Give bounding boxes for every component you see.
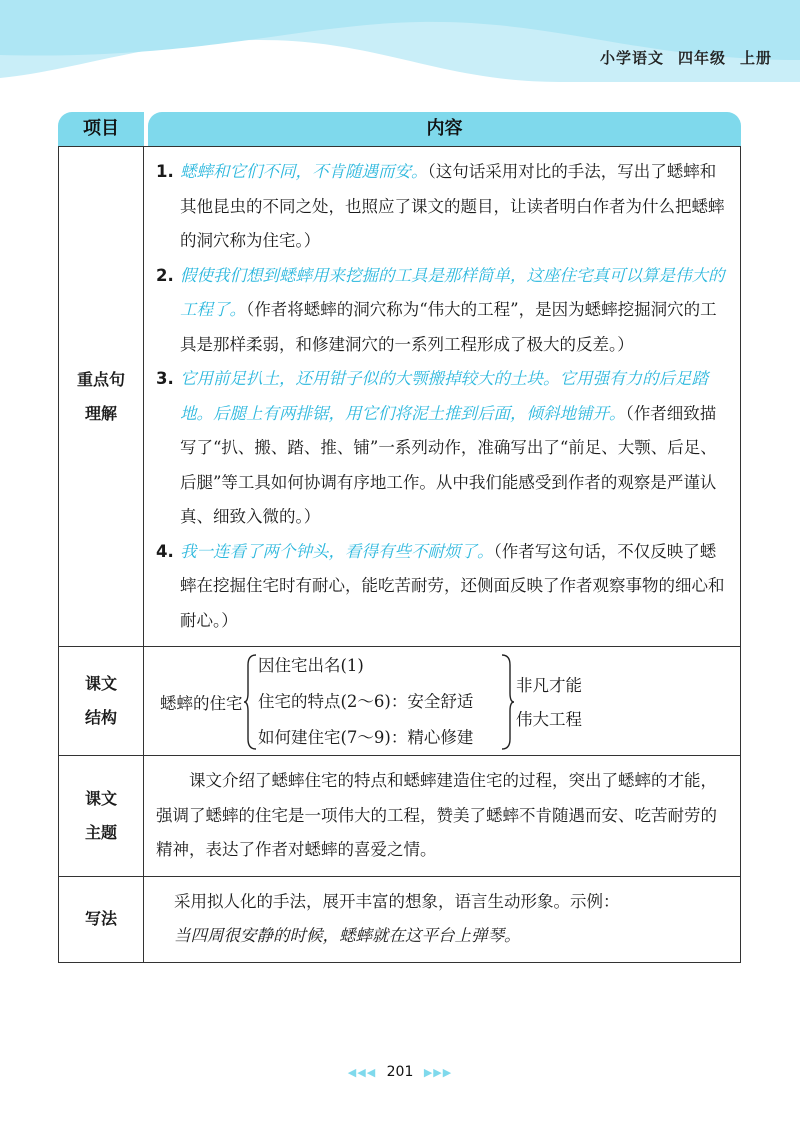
page-footer xyxy=(0,1064,800,1080)
row-structure xyxy=(58,647,741,756)
note-text: （这句话采用对比的手法，写出了蟋蟀和其他昆虫的不同之处，也照应了课文的题目，让读者明白作者为什么把蟋蟀的洞穴称为住宅。） xyxy=(180,162,725,250)
theme-text: 课文介绍了蟋蟀住宅的特点和蟋蟀建造住宅的过程，突出了蟋蟀的才能，强调了蟋蟀的住宅是一项伟大的工程，赞美了蟋蟀不肯随遇而安、吃苦耐劳的精神，表达了作者对蟋蟀的喜爱之情。 xyxy=(156,771,717,859)
method-example: 当四周很安静的时候，蟋蟀就在这平台上弹琴。 xyxy=(174,926,521,945)
list-item xyxy=(156,155,730,259)
label-line: 主题 xyxy=(84,822,117,842)
column-header-content: 内容 xyxy=(148,112,741,146)
item-number: 3. xyxy=(156,369,174,388)
left-arrows-icon: ◀◀◀ xyxy=(347,1066,377,1079)
note-text: （作者写这句话，不仅反映了蟋蟀在挖掘住宅时有耐心，能吃苦耐劳，还侧面反映了作者观察事物的细心和耐心。） xyxy=(180,541,725,630)
label-line: 课文 xyxy=(84,674,117,693)
row-method xyxy=(58,877,741,963)
label-line: 理解 xyxy=(84,403,117,423)
item-number: 1. xyxy=(156,162,174,181)
key-sentences-content xyxy=(144,147,740,646)
label-line: 结构 xyxy=(84,708,117,727)
study-table xyxy=(58,112,741,963)
column-header-item: 项目 xyxy=(58,112,144,146)
note-text: （作者细致描写了“扒、搬、踏、推、铺”一系列动作，准确写出了“前足、大颚、后足、后腿”等工具如何协调有序地工作。从中我们能感受到作者的观察是严谨认真、细致入微的。） xyxy=(180,403,717,526)
list-item xyxy=(156,259,730,363)
structure-part: 因住宅出名(1) xyxy=(258,656,364,675)
quote-text: 它用前足扒土，还用钳子似的大颚搬掉较大的土块。它用强有力的后足踏地。后腿上有两排锯，用它们将泥土推到后面，倾斜地铺开。 xyxy=(180,369,708,423)
table-header xyxy=(58,112,741,146)
structure-result: 非凡才能 xyxy=(516,676,582,695)
list-item xyxy=(156,535,730,639)
page-number: 201 xyxy=(386,1064,414,1080)
item-number: 4. xyxy=(156,541,174,561)
list-item xyxy=(156,362,730,535)
book-info xyxy=(586,47,772,68)
left-brace-icon xyxy=(244,653,258,751)
quote-text: 假使我们想到蟋蟀用来挖掘的工具是那样简单，这座住宅真可以算是伟大的工程了。 xyxy=(180,265,725,319)
quote-text: 我一连看了两个钟头，看得有些不耐烦了。 xyxy=(180,541,494,561)
quote-text: 蟋蟀和它们不同，不肯随遇而安。 xyxy=(180,162,428,181)
row-theme xyxy=(58,756,741,877)
note-text: （作者将蟋蟀的洞穴称为“伟大的工程”，是因为蟋蟀挖掘洞穴的工具是那样柔弱，和修建洞穴的一系列工程形成了极大的反差。） xyxy=(180,300,717,354)
label-line: 重点句 xyxy=(76,369,125,389)
right-arrows-icon: ▶▶▶ xyxy=(423,1066,453,1079)
structure-result: 伟大工程 xyxy=(516,710,582,729)
item-number: 2. xyxy=(156,265,174,285)
row-label-key-sentences xyxy=(59,147,144,646)
row-label-method: 写法 xyxy=(59,877,144,962)
subject-label: 小学语文 xyxy=(599,49,664,67)
structure-content xyxy=(144,647,740,755)
header-band xyxy=(0,0,800,82)
row-label-structure xyxy=(59,647,144,755)
structure-part: 住宅的特点(2～6)：安全舒适 xyxy=(258,692,474,711)
method-text: 采用拟人化的手法，展开丰富的想象，语言生动形象。示例： xyxy=(174,891,620,911)
theme-content xyxy=(144,756,740,876)
structure-part: 如何建住宅(7～9)：精心修建 xyxy=(258,728,474,747)
row-key-sentences xyxy=(58,146,741,647)
label-line: 课文 xyxy=(84,788,117,808)
structure-diagram xyxy=(154,647,730,755)
structure-root: 蟋蟀的住宅 xyxy=(160,694,243,713)
grade-label: 四年级 xyxy=(677,49,726,67)
volume-label: 上册 xyxy=(739,49,772,67)
right-brace-icon xyxy=(500,653,514,751)
row-label-theme xyxy=(59,756,144,876)
method-content xyxy=(144,877,740,962)
